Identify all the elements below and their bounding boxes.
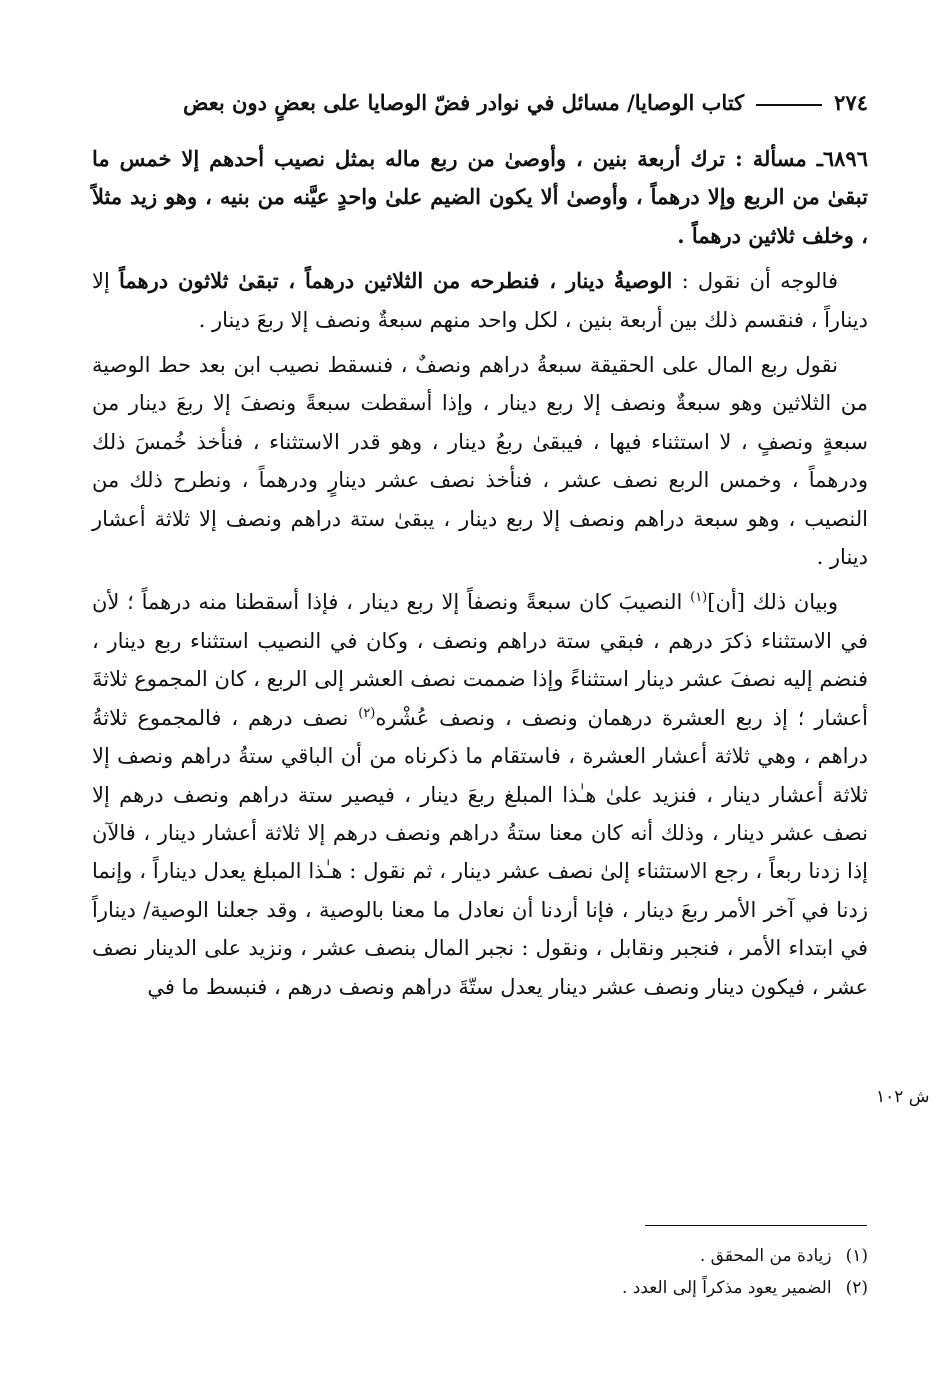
footnote-1 — [92, 1240, 868, 1272]
header-rule — [756, 104, 822, 106]
footnote-2-number: (٢) — [845, 1278, 868, 1298]
footnotes — [92, 1240, 868, 1304]
footnote-2 — [92, 1272, 868, 1304]
paragraph-solution-intro: فالوجه أن نقول : — [672, 269, 838, 294]
margin-note: ش ١٠٢ — [876, 1087, 930, 1107]
footnote-ref-1[interactable]: (١) — [690, 590, 708, 606]
paragraph-explanation: نقول ربع المال على الحقيقة سبعةُ دراهم ونصفٌ ، فنسقط نصيب ابن بعد حط الوصية من الثلاثين وهو سبعةٌ ونصف إلا ربع دينار ، وإذا أسقطت سبعةً ونصفَ إلا ربعَ دينار من سبعةٍ ونصفٍ ، لا استثناء فيها ، فيبقىٰ ربعُ دينار ، وهو قدر الاستثناء ، فنأخذ خُمسَ ذلك ودرهماً ، وخمس الربع نصف عشر ، فنأخذ نصف عشر دينارٍ ودرهماً ، ونطرح ذلك من النصيب ، وهو سبعة دراهم ونصف إلا ربع دينار ، يبقىٰ ستة دراهم ونصف إلا ثلاثة أعشار دينار . — [92, 353, 868, 570]
paragraph-proof-start: وبيان ذلك [أن] — [707, 590, 838, 615]
footnote-ref-2[interactable]: (٢) — [358, 705, 376, 721]
paragraph-proof-middle: النصيبَ كان سبعةً ونصفاً إلا ربع دينار ، فإذا أسقطنا منه درهماً ؛ لأن في الاستثناء ذكرَ درهم ، فبقي ستة دراهم ونصف ، وكان في النصيب استثناء ربع دينار ، فنضم إليه نصفَ عشر دينار استثناءً وإذا ضممت نصف العشر إلى الربع ، كان المجموع ثلاثةَ أعشار ؛ إذ ربع العشرة درهمان ونصف ، ونصف عُشْره — [92, 590, 868, 730]
main-text — [92, 140, 868, 1013]
paragraph-proof-end: نصف درهم ، فالمجموع ثلاثةُ دراهم ، وهي ثلاثة أعشار العشرة ، فاستقام ما ذكرناه من أن الباقي ستةُ دراهم ونصف إلا ثلاثة أعشار دينار ، فنزيد علىٰ هـٰذا المبلغ ربعَ دينار ، فيصير ستة دراهم ونصف درهم إلا نصف عشر دينار ، وذلك أنه كان معنا ستةُ دراهم ونصف درهم إلا ثلاثة أعشار دينار ، فالآن إذا زدنا ربعاً ، رجع الاستثناء إلىٰ نصف عشر دينار ، ثم نقول : هـٰذا المبلغ يعدل ديناراً ، وإنما زدنا في آخر الأمر ربعَ دينار ، فإنا أردنا أن نعادل ما معنا بالوصية ، وقد جعلنا الوصية/ ديناراً في ابتداء الأمر ، فنجبر ونقابل ، ونقول : نجبر المال بنصف عشر ، ونزيد على الدينار نصف عشر ، فيكون دينار ونصف عشر دينار يعدل ستّةَ دراهم ونصف درهم ، فنبسط ما في — [92, 705, 868, 999]
paragraph-solution-bold: الوصيةُ دينار ، فنطرحه من الثلاثين درهماً ، تبقىٰ ثلاثون درهماً — [119, 268, 673, 294]
footnote-2-text: الضمير يعود مذكراً إلى العدد . — [621, 1278, 832, 1298]
paragraph-proof — [92, 583, 868, 1005]
running-header — [92, 80, 868, 124]
footnote-1-number: (١) — [845, 1246, 868, 1266]
paragraph-issue: ٦٨٩٦ـ مسألة : ترك أربعة بنين ، وأوصىٰ من ربع ماله بمثل نصيب أحدهم إلا خمس ما تبقىٰ من الربع وإلا درهماً ، وأوصىٰ ألا يكون الضيم علىٰ واحدٍ عيَّنه من بنيه ، وهو زيد مثلاً ، وخلف ثلاثين درهماً . — [92, 146, 868, 248]
paragraph-solution-rest: إلا ديناراً ، فنقسم ذلك بين أربعة بنين ، لكل واحد منهم سبعةٌ ونصف إلا ربعَ دينار . — [92, 269, 868, 332]
footnote-1-text: زيادة من المحقق . — [699, 1246, 832, 1266]
paragraph-solution — [92, 262, 868, 339]
footnote-separator — [645, 1225, 867, 1226]
header-title: كتاب الوصايا/ مسائل في نوادر فضّ الوصايا على بعضٍ دون بعض — [183, 89, 745, 115]
page-number: ٢٧٤ — [834, 89, 868, 115]
